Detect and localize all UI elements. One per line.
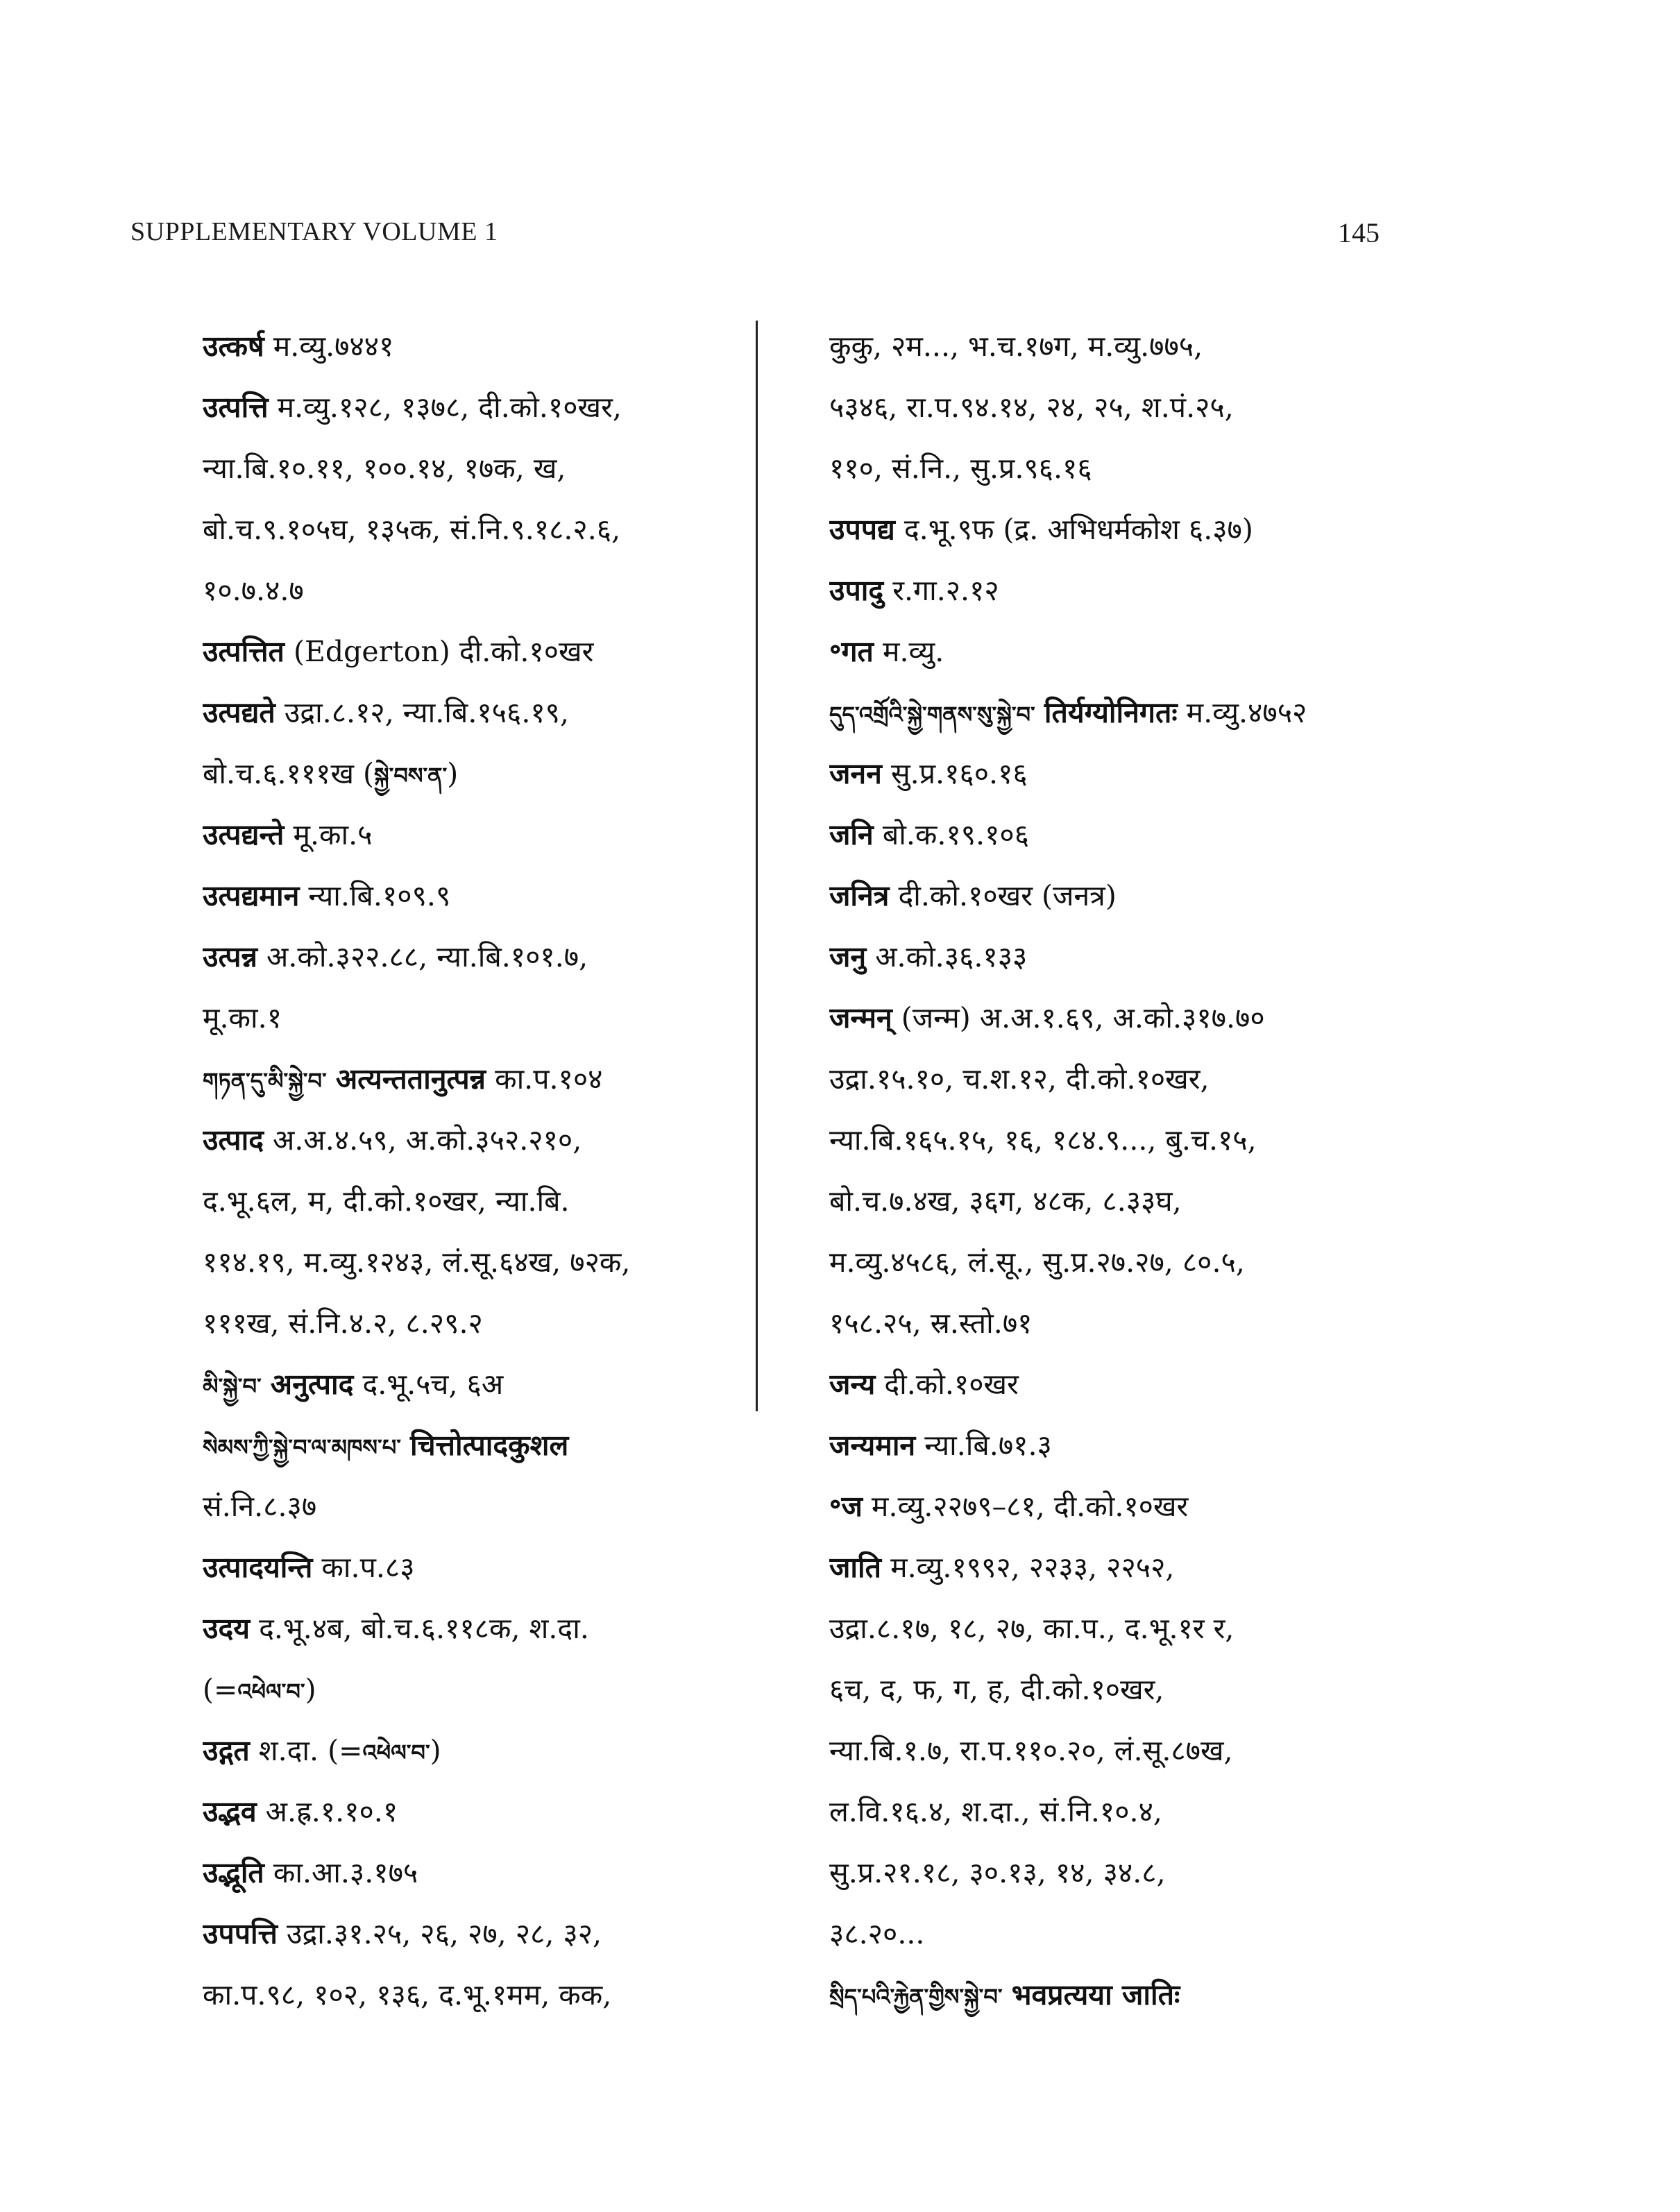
entry-text: म.व्यु.७४४१ [264,330,394,363]
entry-line [829,1537,1426,1598]
entry-line [203,1354,758,1415]
headword: उत्पत्ति [203,391,269,424]
entry-text: म.व्यु.४७५२ [1177,696,1307,729]
entry-line [829,377,1426,438]
entry-text: (जन्म) अ.अ.१.६९, अ.को.३१७.७० [892,1001,1265,1035]
entry-text: (= [203,1673,238,1706]
entry-line [829,1720,1426,1781]
headword: उदय [203,1612,251,1645]
entry-text [1035,696,1044,729]
entry-line [829,1354,1426,1415]
entry-line [203,621,758,682]
entry-text: अ.को.३२२.८८, न्या.बि.१०१.७, [257,940,588,973]
entry-line [203,499,758,560]
headword: जनि [829,818,874,851]
entry-text: ११४.१९, म.व्यु.१२४३, लं.सू.६४ख, ७२क, [203,1245,631,1279]
left-column [203,316,758,2025]
entry-text: ल.वि.१६.४, श.दा., सं.नि.१०.४, [829,1795,1162,1828]
entry-text: उद्रा.८.१७, १८, २७, का.प., द.भू.१र र, [829,1612,1234,1645]
entry-text: का.आ.३.१७५ [264,1856,418,1889]
entry-line [829,1293,1426,1354]
entry-text: मू.का.१ [203,1001,282,1035]
entry-text: दी.को.१०खर [875,1368,1019,1401]
entry-line [829,438,1426,499]
entry-text: न्या.बि.७१.३ [915,1429,1052,1462]
entry-text: न्या.बि.१०९.९ [299,879,451,912]
entry-line [829,1171,1426,1232]
entry-line [203,1476,758,1537]
entry-text: श.दा. (= [249,1734,363,1767]
entry-text: म.व्यु.१९९२, २२३३, २२५२, [881,1551,1175,1584]
tibetan-term: གཏན་དུ་མི་སྐྱེ་བ་ [203,1068,327,1094]
entry-text: ११०, सं.नि., सु.प्र.९६.१६ [829,452,1092,485]
entry-line [203,1415,758,1476]
entry-line [203,1109,758,1171]
entry-text: अ.को.३६.१३३ [866,940,1028,973]
headword: ॰ज [829,1490,863,1523]
entry-line [203,1720,758,1781]
entry-line [203,743,758,804]
entry-line [203,1537,758,1598]
entry-line [203,316,758,377]
entry-text: म.व्यु.४५८६, लं.सू., सु.प्र.२७.२७, ८०.५, [829,1245,1245,1279]
entry-line [829,499,1426,560]
headword: उद्भव [203,1795,257,1828]
entry-text: १०.७.४.७ [203,574,304,607]
entry-text: १११ख, सं.नि.४.२, ८.२९.२ [203,1307,483,1340]
entry-text: सु.प्र.२१.१८, ३०.१३, १४, ३४.८, [829,1856,1166,1889]
headword: उत्पादयन्ति [203,1551,313,1584]
entry-text: ५३४६, रा.प.९४.१४, २४, २५, श.पं.२५, [829,391,1234,424]
entry-text: द.भू.९फ (द्र. अभिधर्मकोश ६.३७) [894,513,1253,546]
entry-line [829,865,1426,926]
entry-text: का.प.९८, १०२, १३६, द.भू.१मम, कक, [203,1978,612,2011]
entry-text: म.व्यु.१२८, १३७८, दी.को.१०खर, [268,391,622,424]
headword: जाति [829,1551,882,1584]
entry-text [327,1062,336,1096]
entry-line [203,1842,758,1903]
entry-line [829,621,1426,682]
right-column [829,316,1426,2025]
entry-text: बो.क.१९.१०६ [873,818,1030,851]
page-number: 145 [1338,217,1380,248]
entry-line [829,682,1426,743]
entry-line [829,1232,1426,1293]
entry-line [203,1964,758,2025]
entry-line [829,1903,1426,1964]
entry-text: ) [430,1734,441,1767]
entry-text: सं.नि.८.३७ [203,1490,317,1523]
tibetan-term: སེམས་ཀྱི་སྐྱེ་བ་ལ་མཁས་པ་ [203,1434,401,1461]
tibetan-term: སྐྱེ་བས་ན་ [374,763,448,789]
entry-text [262,1368,271,1401]
entry-line [203,1903,758,1964]
entry-line [829,1659,1426,1720]
entry-line [203,1293,758,1354]
tibetan-term: སྲིད་པའི་རྐྱེན་གྱིས་སྐྱེ་བ་ [829,1984,1003,2010]
entry-line [829,743,1426,804]
entry-line [203,560,758,621]
entry-text: १५८.२५, स्र.स्तो.७१ [829,1307,1033,1340]
entry-text: म.व्यु.२२७९–८१, दी.को.१०खर [862,1490,1189,1523]
entry-text: ) [447,757,459,790]
entry-line [203,1598,758,1659]
entry-line [829,1598,1426,1659]
entry-line [203,438,758,499]
entry-text: ६च, द, फ, ग, ह, दी.को.१०खर, [829,1673,1164,1706]
running-header: SUPPLEMENTARY VOLUME 1 [130,217,498,246]
entry-text: मू.का.५ [284,818,373,851]
entry-line [829,987,1426,1048]
entry-text: उद्रा.८.१२, न्या.बि.१५६.१९, [275,696,570,729]
headword: जनु [829,940,867,973]
entry-text: बो.च.९.१०५घ, १३५क, सं.नि.९.१८.२.६, [203,513,621,546]
entry-line [203,377,758,438]
entry-text: द.भू.६ल, म, दी.को.१०खर, न्या.बि. [203,1184,570,1218]
headword: उद्भूति [203,1856,264,1889]
tibetan-term: མི་སྐྱེ་བ་ [203,1373,262,1399]
entry-line [829,1109,1426,1171]
entry-text: अ.ह्र.१.१०.१ [256,1795,398,1828]
headword: भवप्रत्यया जातिः [1011,1978,1180,2011]
headword: जनन [829,757,882,790]
entry-text: म.व्यु. [873,635,944,668]
headword: जन्यमान [829,1429,916,1462]
entry-line [203,804,758,865]
entry-text: अ.अ.४.५९, अ.को.३५२.२१०, [264,1123,582,1157]
headword: जन्य [829,1368,876,1401]
entry-line [203,865,758,926]
entry-text: बो.च.७.४ख, ३६ग, ४८क, ८.३३घ, [829,1184,1182,1218]
entry-line [829,1964,1426,2025]
headword: उत्पद्यमान [203,879,300,912]
entry-text: ) [305,1673,316,1706]
entry-line [829,1781,1426,1842]
entry-text: ३८.२०... [829,1917,925,1950]
tibetan-term: འཕེལ་བ་ [362,1739,430,1766]
headword: ॰गत [829,635,874,668]
entry-line [829,560,1426,621]
entry-text: (Edgerton) दी.को.१०खर [284,635,594,668]
entry-text [1003,1978,1012,2011]
entry-text: दी.को.१०खर (जनत्र) [889,879,1117,912]
headword: जनित्र [829,879,890,912]
headword: अनुत्पाद [270,1368,354,1401]
column-divider [756,321,758,1411]
headword: चित्तोत्पादकुशल [410,1429,569,1462]
entry-line [203,926,758,987]
tibetan-term: དུད་འགྲོའི་སྐྱེ་གནས་སུ་སྐྱེ་བ་ [829,701,1035,728]
headword: जन्मन् [829,1001,892,1035]
entry-line [203,1781,758,1842]
entry-text: न्या.बि.१.७, रा.प.११०.२०, लं.सू.८७ख, [829,1734,1233,1767]
entry-line [203,1171,758,1232]
headword: उत्पद्यते [203,696,275,729]
headword: उत्पद्यन्ते [203,818,285,851]
entry-line [829,926,1426,987]
headword: उत्पन्न [203,940,257,973]
entry-line [203,1232,758,1293]
entry-text: बो.च.६.१११ख ( [203,757,375,790]
entry-line [203,1659,758,1720]
headword: उद्गत [203,1734,250,1767]
entry-text: द.भू.५च, ६अ [353,1368,504,1401]
entry-line [829,316,1426,377]
tibetan-term: འཕེལ་བ་ [237,1678,305,1705]
headword: उपपद्य [829,513,895,546]
entry-line [829,1842,1426,1903]
entry-text: न्या.बि.१०.११, १००.१४, १७क, ख, [203,452,566,485]
entry-line [203,987,758,1048]
headword: उत्कर्ष [203,330,264,363]
entry-text: न्या.बि.१६५.१५, १६, १८४.९..., बु.च.१५, [829,1123,1257,1157]
entry-line [829,1476,1426,1537]
entry-text: का.प.८३ [312,1551,415,1584]
entry-line [829,1415,1426,1476]
headword: उपादु [829,574,884,607]
entry-text: उद्रा.१५.१०, च.श.१२, दी.को.१०खर, [829,1062,1210,1096]
entry-line [829,804,1426,865]
headword: उपपत्ति [203,1917,278,1950]
headword: उत्पाद [203,1123,264,1157]
entry-line [203,682,758,743]
entry-text [401,1429,410,1462]
entry-text: र.गा.२.१२ [883,574,999,607]
entry-text: का.प.१०४ [486,1062,603,1096]
entry-text: उद्रा.३१.२५, २६, २७, २८, ३२, [278,1917,602,1950]
entry-text: कुकु, २म..., भ.च.१७ग, म.व्यु.७७५, [829,330,1203,363]
headword: उत्पत्तित [203,635,285,668]
headword: अत्यन्ततानुत्पन्न [335,1062,486,1096]
entry-line [203,1048,758,1109]
entry-line [829,1048,1426,1109]
entry-text: द.भू.४ब, बो.च.६.११८क, श.दा. [250,1612,589,1645]
entry-text: सु.प्र.१६०.१६ [881,757,1028,790]
headword: तिर्यग्योनिगतः [1044,696,1178,729]
